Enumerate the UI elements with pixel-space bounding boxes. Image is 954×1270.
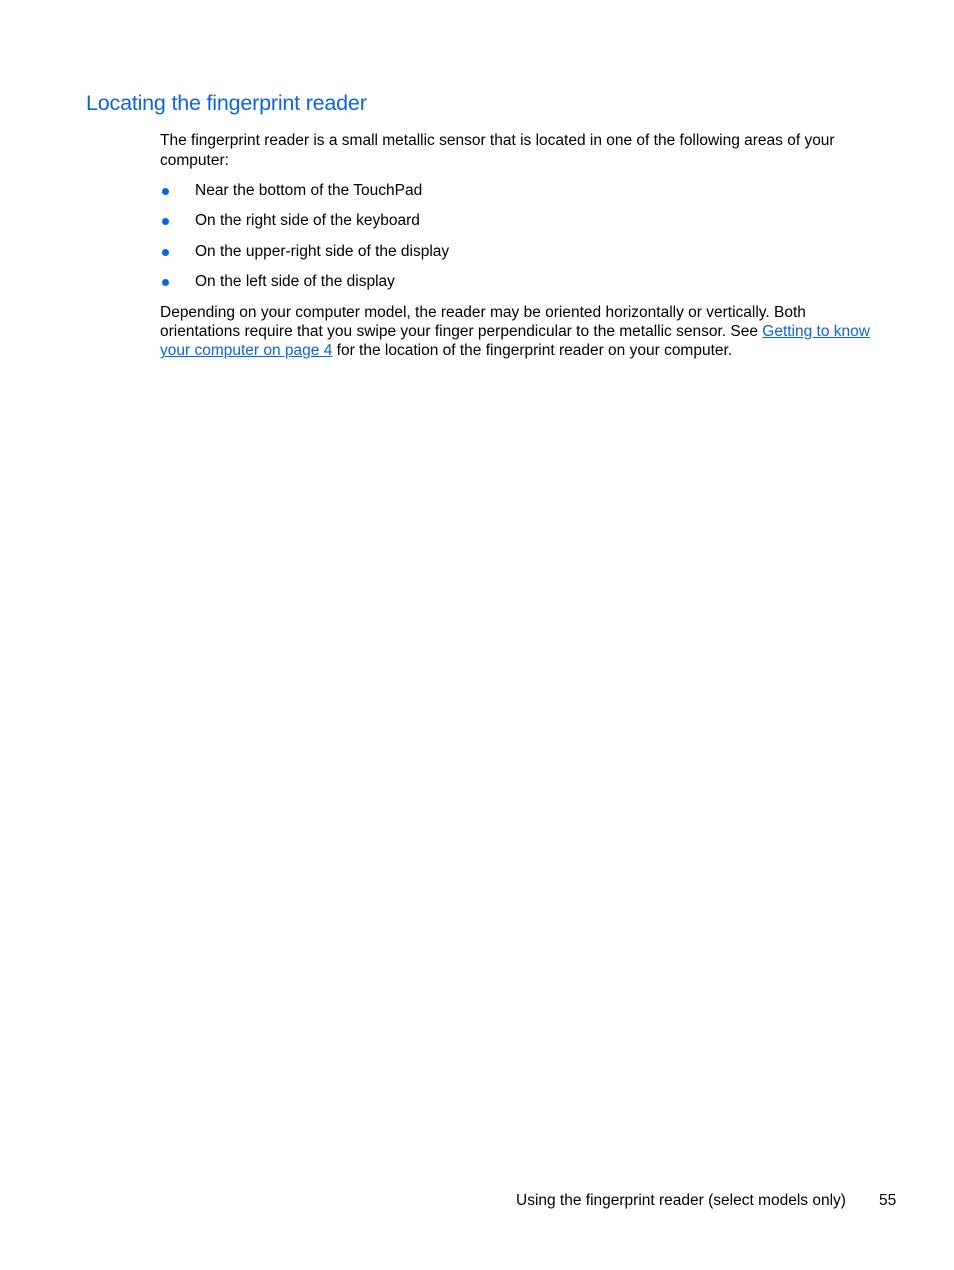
bullet-icon (162, 279, 169, 286)
bullet-icon (162, 188, 169, 195)
intro-paragraph: The fingerprint reader is a small metallic sensor that is located in one of the following areas of your computer: (160, 132, 835, 169)
list-item-text: Near the bottom of the TouchPad (195, 182, 423, 199)
list-item-text: On the right side of the keyboard (195, 212, 420, 230)
footer-title: Using the fingerprint reader (select models only) (516, 1192, 846, 1209)
bullet-icon (162, 218, 169, 225)
orientation-text: Depending on your computer model, the reader may be oriented horizontally or vertically. Both orientations require that you swipe your finger perpendicular to the metallic sensor. See (160, 304, 806, 341)
list-item-text: On the upper-right side of the display (195, 242, 450, 260)
section-heading: Locating the fingerprint reader (86, 91, 367, 115)
page-number: 55 (879, 1192, 897, 1209)
list-item-text: On the left side of the display (195, 272, 395, 290)
orientation-paragraph (160, 303, 870, 361)
getting-to-know-link[interactable]: Getting to know your computer on page 4 (160, 323, 870, 360)
orientation-text-end: for the location of the fingerprint reader on your computer. (332, 342, 733, 360)
bullet-icon (162, 249, 169, 256)
